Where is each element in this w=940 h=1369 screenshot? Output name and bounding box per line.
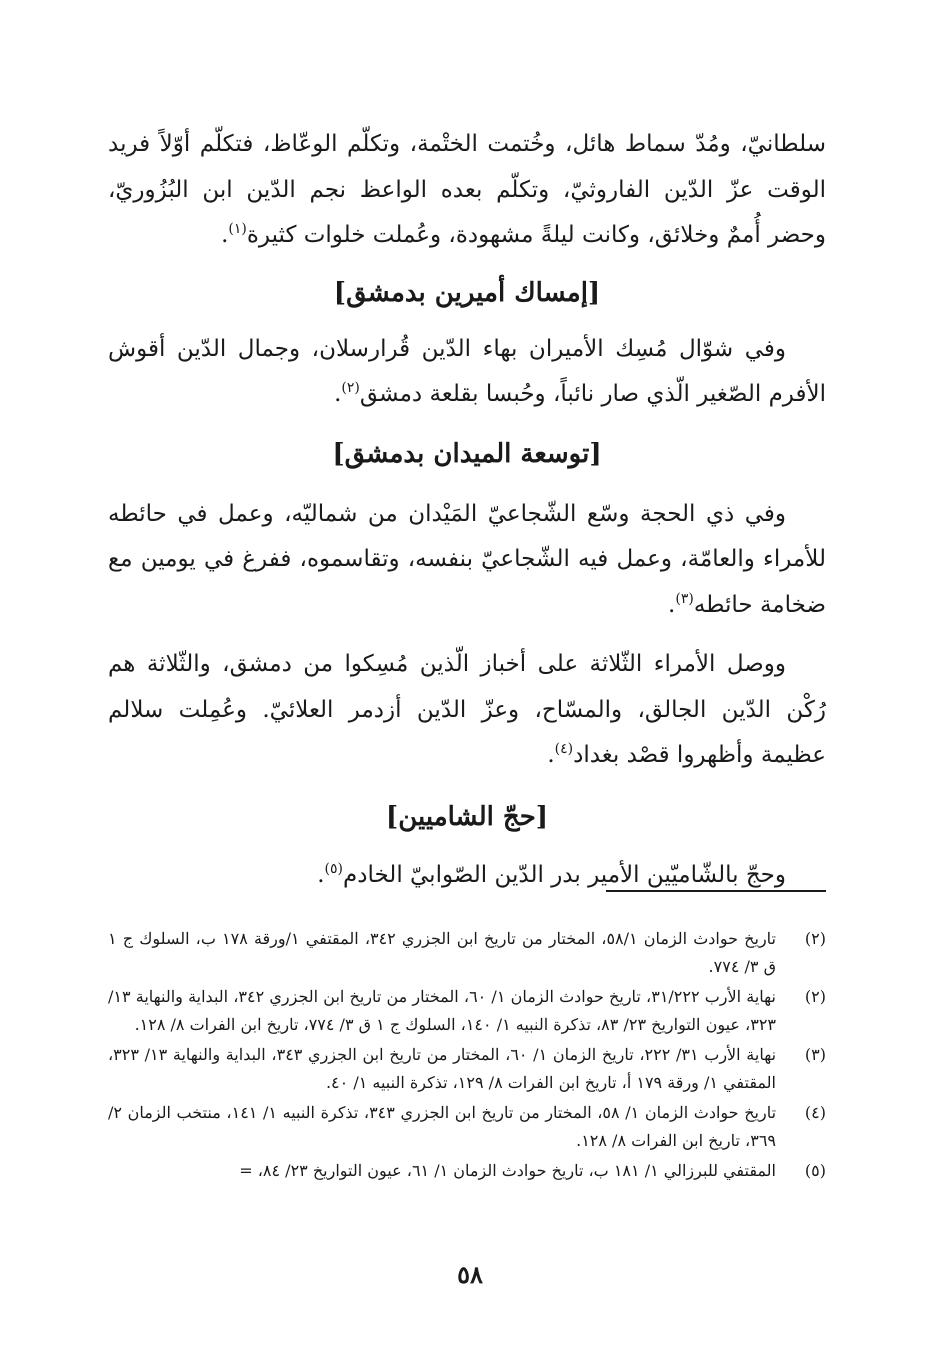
paragraph-2-text: وفي شوّال مُسِك الأميران بهاء الدّين قُرارسلان، وجمال الدّين أقوش الأفرم الصّغير الّذي صار نائباً، وحُبسا بقلعة دمشق [108, 335, 826, 407]
paragraph-5-text: وحجّ بالشّاميّين الأمير بدر الدّين الصّوابيّ الخادم [342, 861, 786, 888]
footnote-number: (٤) [804, 1103, 826, 1122]
footnote-number: (٢) [804, 929, 826, 948]
footnote-item [108, 1099, 826, 1155]
paragraph-3-end: . [668, 591, 676, 618]
paragraph-4-text: ووصل الأمراء الثّلاثة على أخباز الّذين مُسِكوا من دمشق، والثّلاثة هم رُكْن الدّين الجالق، والمسّاح، وعزّ الدّين أزدمر العلائيّ. وعُمِلت سلالم عظيمة وأظهروا قصْد بغداد [108, 651, 826, 768]
paragraph-2-end: . [334, 381, 342, 407]
footnote-item [108, 983, 826, 1039]
footnote-ref-4[interactable]: (٤) [554, 741, 574, 757]
paragraph-4 [108, 642, 826, 779]
footnote-separator [606, 890, 826, 892]
footnote-text: نهاية الأرب ٣١/ ٢٢٢، تاريخ الزمان ١/ ٦٠، المختار من تاريخ ابن الجزري ٣٤٣، البداية والنهاية ١٣/ ٣٢٣، المقتفي ١/ ورقة ١٧٩ أ، تاريخ ابن الفرات ٨/ ١٢٩، تذكرة النبيه ١/ ٤٠. [108, 1045, 777, 1092]
paragraph-1-end: . [221, 222, 229, 248]
page-number: ٥٨ [457, 1260, 483, 1289]
footnote-text: تاريخ حوادث الزمان ١/ ٥٨، المختار من تاريخ ابن الجزري ٣٤٣، تذكرة النبيه ١/ ١٤١، منتخب الزمان ٢/ ٣٦٩، تاريخ ابن الفرات ٨/ ١٢٨. [108, 1103, 777, 1150]
footnote-ref-3[interactable]: (٣) [675, 590, 694, 607]
footnote-number: (٢) [804, 987, 826, 1006]
footnote-ref-5[interactable]: (٥) [324, 860, 343, 877]
heading-maidan-expansion: [توسعة الميدان بدمشق] [332, 438, 602, 469]
footnote-text: تاريخ حوادث الزمان ٥٨/١، المختار من تاريخ ابن الجزري ٣٤٢، المقتفي ١/ورقة ١٧٨ ب، السلوك ج ١ ق ٣/ ٧٧٤. [108, 929, 776, 976]
paragraph-3 [108, 492, 826, 629]
paragraph-5-end: . [317, 861, 325, 888]
paragraph-2 [108, 327, 826, 418]
footnote-text: المقتفي للبرزالي ١/ ١٨١ ب، تاريخ حوادث الزمان ١/ ٦١، عيون التواريخ ٢٣/ ٨٤، = [239, 1161, 776, 1180]
footnote-ref-2[interactable]: (٢) [341, 380, 360, 396]
footnotes [108, 925, 826, 1187]
footnote-ref-1[interactable]: (١) [228, 221, 247, 237]
heading-arrest-of-two-emirs: [إمساك أميرين بدمشق] [333, 277, 601, 308]
paragraph-4-end: . [547, 742, 555, 768]
main-text [108, 122, 826, 898]
paragraph-3-text: وفي ذي الحجة وسّع الشّجاعيّ المَيْدان من شماليّه، وعمل في حائطه للأمراء والعامّة، وعمل فيه الشّجاعيّ بنفسه، وتقاسموه، ففرغ في يومين مع ضخامة حائطه [108, 500, 826, 618]
heading-pilgrimage: [حجّ الشاميين] [385, 801, 549, 832]
footnote-item [108, 1041, 826, 1097]
paragraph-1-text: سلطانيّ، ومُدّ سماط هائل، وخُتمت الختْمة، وتكلّم الوعّاظ، فتكلّم أوّلاً فريد الوقت عزّ الدّين الفاروثيّ، وتكلّم بعده الواعظ نجم الدّين ابن البُزُوريّ، وحضر أُممٌ وخلائق، وكانت ليلةً مشهودة، وعُملت خلوات كثيرة [108, 131, 826, 248]
footnote-item [108, 1157, 826, 1185]
footnote-number: (٣) [804, 1045, 826, 1064]
footnote-number: (٥) [804, 1161, 826, 1180]
footnote-text: نهاية الأرب ٣١/٢٢٢، تاريخ حوادث الزمان ١/ ٦٠، المختار من تاريخ ابن الجزري ٣٤٢، البداية والنهاية ١٣/ ٣٢٣، عيون التواريخ ٢٣/ ٨٣، تذكرة النبيه ١/ ١٤٠، السلوك ج ١ ق ٣/ ٧٧٤، تاريخ ابن الفرات ٨/ ١٢٨. [108, 987, 776, 1034]
paragraph-1 [108, 122, 826, 259]
footnote-item [108, 925, 826, 981]
